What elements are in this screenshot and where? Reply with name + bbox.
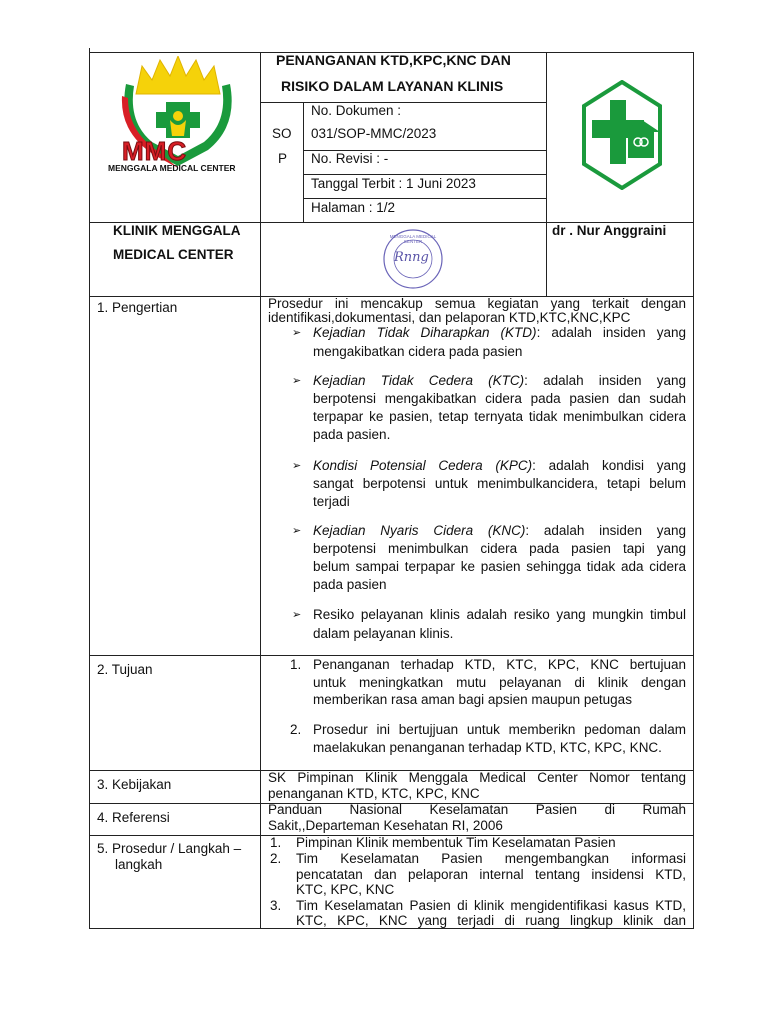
tujuan-item-2-line-1: Prosedur ini bertujjuan untuk memberikn pedoman dalam [313, 722, 686, 737]
hexagon-cross-icon [582, 80, 662, 190]
kebijakan-line-1: SK Pimpinan Klinik Menggala Medical Center Nomor tentang [268, 770, 686, 785]
clinic-name-line-2: MEDICAL CENTER [113, 247, 234, 262]
arrow-bullet-icon: ➢ [292, 375, 302, 387]
prosedur-num-3: 3. [270, 898, 282, 913]
pengertian-intro-line-1: Prosedur ini mencakup semua kegiatan yang terkait dengan [268, 296, 686, 311]
def-kpc: : adalah kondisi yang [532, 458, 686, 473]
clinic-stamp [380, 228, 446, 290]
clinic-logo [108, 56, 248, 176]
pengertian-item-resiko-line-2: dalam pelayanan klinis. [313, 626, 454, 641]
def-knc: : adalah insiden yang [525, 523, 686, 538]
pengertian-item-knc-line-3: belum sampai terpapar ke pasien sehingga tidak ada cidera [313, 559, 686, 574]
sop-label-2: P [278, 151, 288, 166]
pengertian-intro-line-2: identifikasi,dokumentasi, dan pelaporan KTD,KTC,KNC,KPC [268, 310, 631, 325]
pengertian-item-ktc-line-4: pada pasien. [313, 427, 391, 442]
prosedur-item-3-line-2: KTC, KPC, KNC yang terjadi di ruang lingkup klinik dan [296, 913, 686, 928]
sop-label-1: SO [272, 126, 292, 141]
revision-number: No. Revisi : - [311, 151, 389, 166]
pengertian-item-knc-line-4: pada pasien [313, 577, 387, 592]
prosedur-item-2-line-3: KTC, KPC, KNC [296, 882, 395, 897]
term-ktd: Kejadian Tidak Diharapkan (KTD) [313, 325, 537, 340]
arrow-bullet-icon: ➢ [292, 525, 302, 537]
doc-title-line-1: PENANGANAN KTD,KPC,KNC DAN [276, 52, 511, 68]
pengertian-item-knc-line-2: berpotensi menimbulkan cidera pada pasien tapi yang [313, 541, 686, 556]
section-label-pengertian: 1. Pengertian [97, 300, 178, 315]
logo-mmc-text: MMC [122, 136, 188, 166]
kebijakan-line-2: penanganan KTD, KTC, KPC, KNC [268, 786, 480, 801]
pengertian-item-resiko-line-1: Resiko pelayanan klinis adalah resiko yang mungkin timbul [313, 607, 686, 622]
arrow-bullet-icon: ➢ [292, 460, 302, 472]
publish-date: Tanggal Terbit : 1 Juni 2023 [311, 176, 476, 191]
pengertian-item-ktd-line-2: mengakibatkan cidera pada pasien [313, 344, 523, 359]
pengertian-item-ktc-line-3: terpapar ke pasien, tetap ternyata tidak menimbulkan cidera [313, 409, 686, 424]
clinic-name-line-1: KLINIK MENGGALA [113, 223, 241, 238]
pengertian-item-kpc-line-2: sangat berpotensi untuk menimbulkancidera, tetapi belum [313, 476, 686, 491]
pengertian-item-kpc-line-3: terjadi [313, 494, 350, 509]
section-label-prosedur-line-2: langkah [115, 857, 163, 872]
def-ktc: : adalah insiden yang [524, 373, 686, 388]
prosedur-num-2: 2. [270, 851, 282, 866]
section-label-prosedur-line-1: 5. Prosedur / Langkah – [97, 841, 242, 856]
arrow-bullet-icon: ➢ [292, 327, 302, 339]
pengertian-item-knc [313, 522, 686, 540]
pengertian-item-ktc-line-2: berpotensi mengakibatkan cidera pada pasien dan sudah [313, 391, 686, 406]
tujuan-num-1: 1. [290, 657, 302, 672]
tujuan-item-1-line-2: untuk meningkatkan mutu pelayanan di klinik dengan [313, 675, 686, 690]
pengertian-item-kpc [313, 457, 686, 475]
doc-number-value: 031/SOP-MMC/2023 [311, 126, 437, 141]
referensi-line-1: Panduan Nasional Keselamatan Pasien di Rumah [268, 802, 686, 817]
referensi-line-2: Sakit,,Departeman Kesehatan RI, 2006 [268, 818, 503, 833]
def-ktd: : adalah insiden yang [536, 325, 686, 340]
stamp-signature: Rnng [394, 250, 429, 265]
section-label-kebijakan: 3. Kebijakan [97, 777, 172, 792]
tujuan-num-2: 2. [290, 722, 302, 737]
prosedur-item-2-line-2: pencatatan dan pelaporan internal tentang insidensi KTD, [296, 867, 686, 882]
prosedur-item-2-line-1: Tim Keselamatan Pasien mengembangkan informasi [296, 851, 686, 866]
logo-subtext: MENGGALA MEDICAL CENTER [108, 163, 236, 173]
arrow-bullet-icon: ➢ [292, 609, 302, 621]
term-kpc: Kondisi Potensial Cedera (KPC) [313, 458, 533, 473]
term-ktc: Kejadian Tidak Cedera (KTC) [313, 373, 525, 388]
prosedur-item-1-line-1: Pimpinan Klinik membentuk Tim Keselamatan Pasien [296, 835, 616, 850]
pengertian-item-ktc [313, 372, 686, 390]
stamp-text: MENGGALA MEDICAL CENTER [389, 234, 437, 244]
tujuan-item-2-line-2: maelakukan penanganan terhadap KTD, KTC, KPC, KNC. [313, 740, 662, 755]
tujuan-item-1-line-1: Penanganan terhadap KTD, KTC, KPC, KNC bertujuan [313, 657, 686, 672]
doc-title-line-2: RISIKO DALAM LAYANAN KLINIS [281, 78, 504, 94]
prosedur-item-3-line-1: Tim Keselamatan Pasien di klinik mengidentifikasi kasus KTD, [296, 898, 686, 913]
signer-name: dr . Nur Anggraini [552, 223, 667, 238]
section-label-referensi: 4. Referensi [97, 810, 170, 825]
page-number: Halaman : 1/2 [311, 200, 396, 215]
tujuan-item-1-line-3: memberikan rasa aman bagi apsien maupun petugas [313, 692, 632, 707]
health-logo [582, 80, 662, 190]
doc-number-label: No. Dokumen : [311, 103, 402, 118]
pengertian-item-ktd [313, 324, 686, 342]
term-knc: Kejadian Nyaris Cidera (KNC) [313, 523, 526, 538]
section-label-tujuan: 2. Tujuan [97, 662, 153, 677]
prosedur-num-1: 1. [270, 835, 282, 850]
